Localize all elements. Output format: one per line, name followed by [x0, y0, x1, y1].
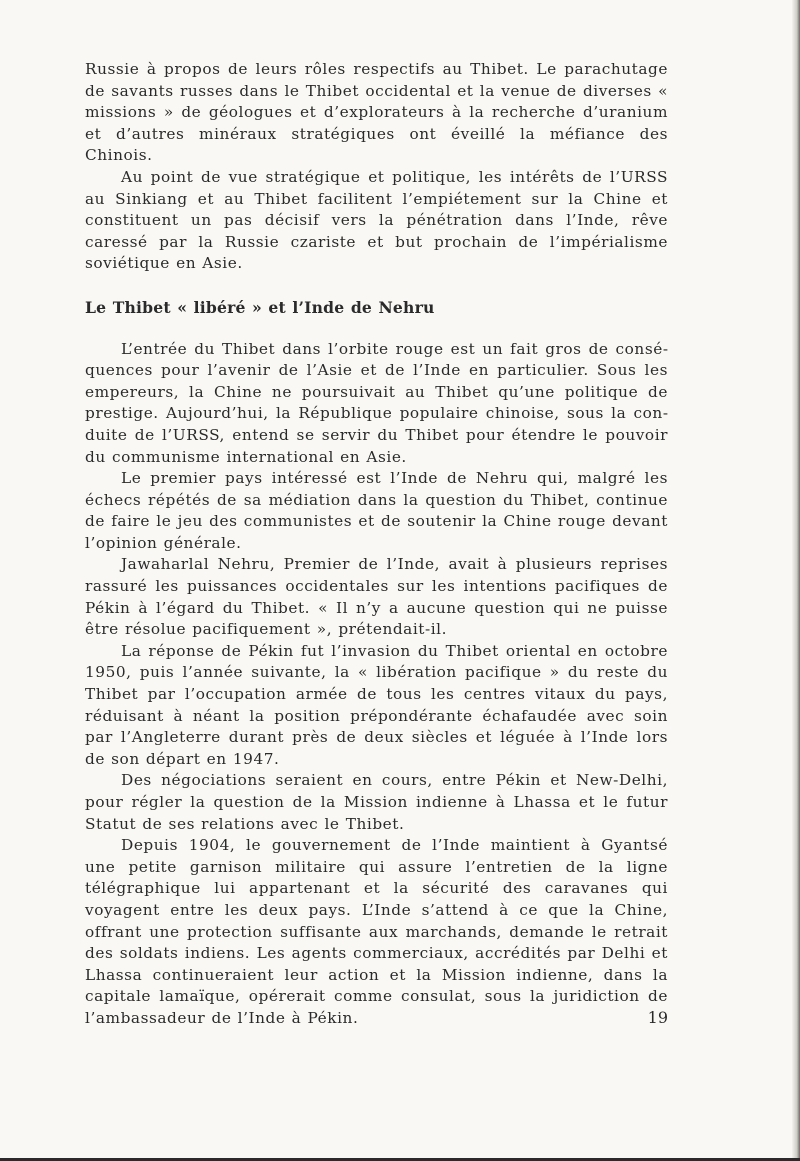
paragraph: Au point de vue stratégique et politique, les intérêts de l’URSS au Sinkiang et au Thibet facilitent l’empiétement sur la Chine et constituent un pas décisif vers la pénétration dans l’Inde, rêve caressé par la Russie czariste et but prochain de l’impérialisme soviétique en Asie.: [85, 167, 668, 273]
paragraph: Le premier pays intéressé est l’Inde de Nehru qui, malgré les échecs répétés de sa médiation dans la question du Thibet, continue de faire le jeu des communistes et de soutenir la Chine rouge devant l’opinion générale.: [85, 469, 668, 552]
paragraph: Jawaharlal Nehru, Premier de l’Inde, avait à plusieurs reprises rassuré les puissances occidentales sur les intentions pacifiques de Pékin à l’égard du Thibet. « Il n’y a aucune question qui ne puisse être résolue pacifiquement », prétendait-il.: [85, 555, 668, 639]
page-number: 19: [647, 1008, 668, 1027]
section-heading: Le Thibet « libéré » et l’Inde de Nehru: [85, 297, 435, 317]
paragraph: Depuis 1904, le gouvernement de l’Inde maintient à Gyantsé une petite garnison militaire qui assure l’entretien de la ligne télégraphique lui appartenant et la sécurité des caravanes qui voyagent entre les deux pays. L’Inde s’attend à ce que la Chine, offrant une protection suffisante aux marchands, demande le retrait des soldats indiens. Les agents commerciaux, accrédités par Delhi et Lhassa continueraient leur action et la Mission indienne, dans la capitale lamaïque, opérerait comme consulat, sous la juridiction de l’ambassadeur de l’Inde à Pékin.: [85, 836, 668, 1027]
paragraph: Des négociations seraient en cours, entre Pékin et New-Delhi, pour régler la question de la Mission indienne à Lhassa et le futur Statut de ses relations avec le Thibet.: [85, 771, 668, 833]
body-text: [85, 59, 668, 1030]
paragraph: L’entrée du Thibet dans l’orbite rouge est un fait gros de conséquences pour l’avenir de l’Asie et de l’Inde en particulier. Sous les empereurs, la Chine ne poursuivait au Thibet qu’une politique de prestige. Aujourd’hui, la République populaire chinoise, sous la conduite de l’URSS, entend se servir du Thibet pour étendre le pouvoir du communisme international en Asie.: [85, 339, 668, 466]
paragraph: La réponse de Pékin fut l’invasion du Thibet oriental en octobre 1950, puis l’année suivante, la « libération pacifique » du reste du Thibet par l’occupation armée de tous les centres vitaux du pays, réduisant à néant la position prépondérante échafaudée avec soin par l’Angleterre durant près de deux siècles et léguée à l’Inde lors de son départ en 1947.: [85, 641, 668, 768]
paragraph: Russie à propos de leurs rôles respectifs au Thibet. Le parachutage de savants russes dans le Thibet occidental et la venue de diverses « missions » de géologues et d’explorateurs à la recherche d’uranium et d’autres minéraux stratégiques ont éveillé la méfiance des Chinois.: [85, 60, 668, 165]
page-edge-shadow: [792, 0, 800, 1161]
